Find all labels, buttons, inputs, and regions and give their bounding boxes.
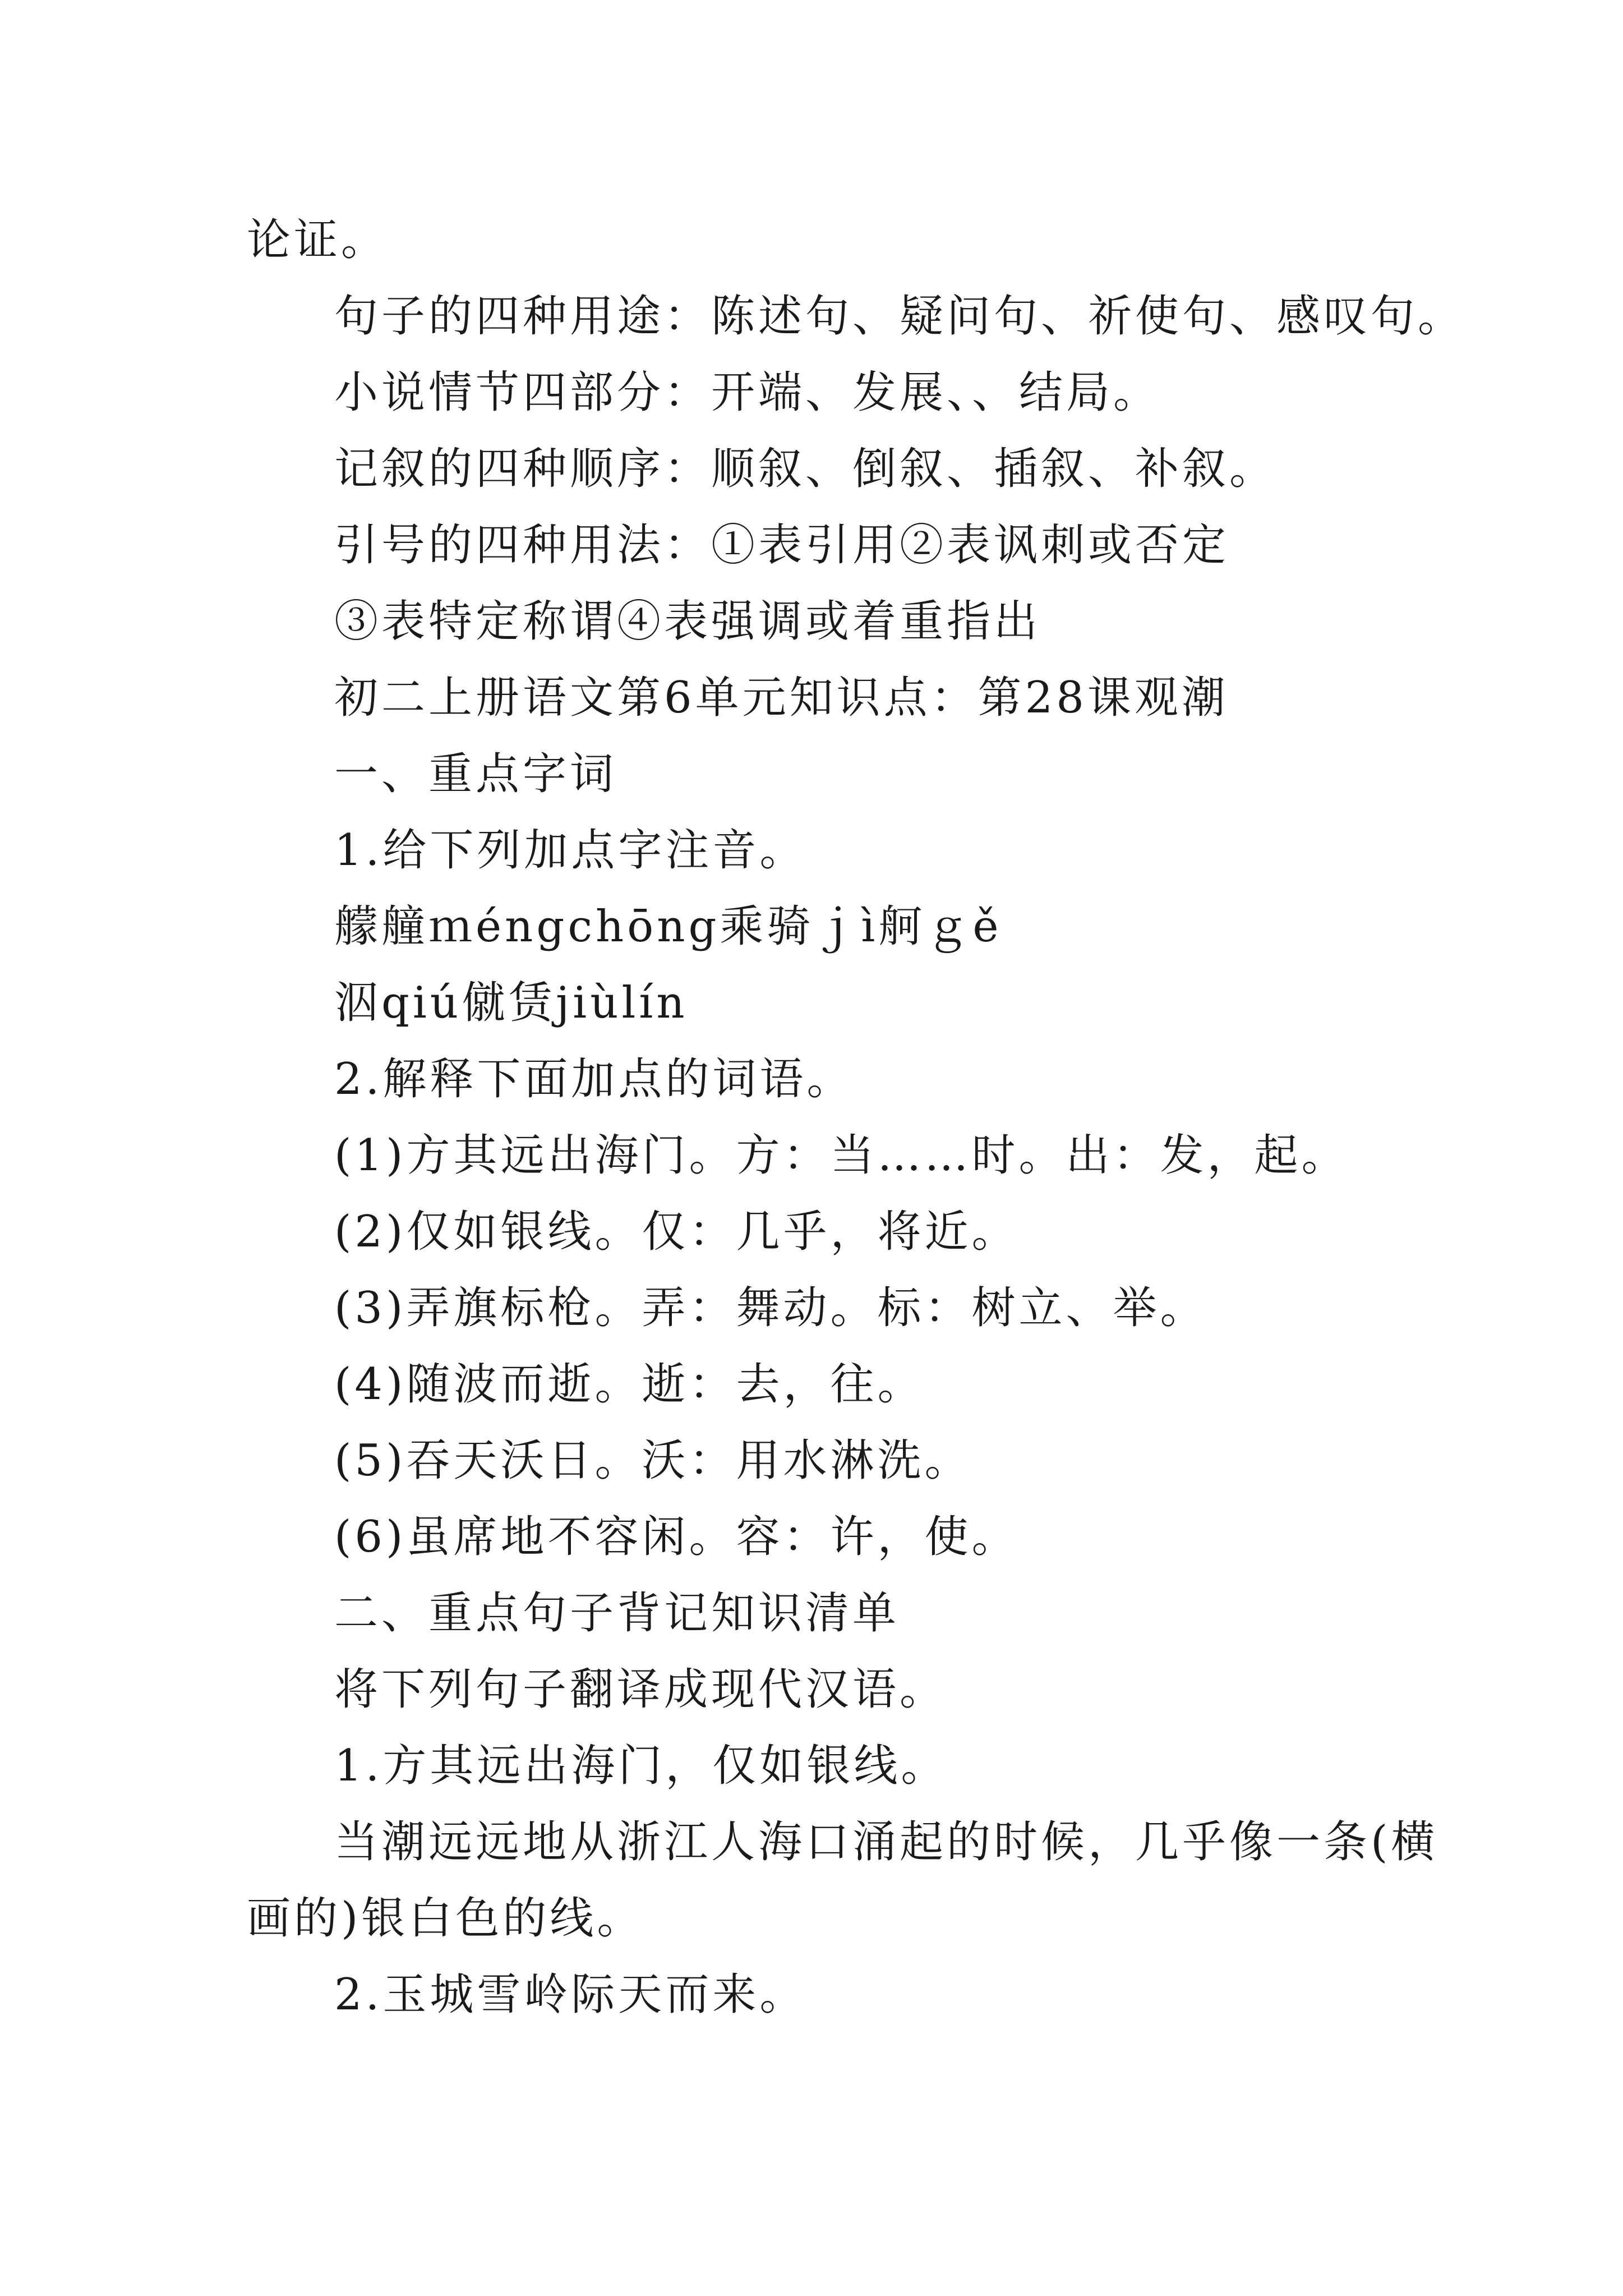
question-2-title: 2.解释下面加点的词语。 (334, 1054, 854, 1105)
pinyin-line-1: 艨艟ｍéngchōng乘骑ｊì舸ｇě (334, 901, 1002, 952)
translation-1: 当潮远远地从浙江人海口涌起的时候，几乎像一条(横 (334, 1817, 1438, 1867)
text-line-sentence-uses: 句子的四种用途：陈述句、疑问句、祈使句、感叹句。 (334, 291, 1465, 342)
heading-key-sentences: 二、重点句子背记知识清单 (334, 1588, 900, 1639)
sentence-1: 1.方其远出海门，仅如银线。 (334, 1741, 948, 1791)
text-line-quote-uses: 引号的四种用法：①表引用②表讽刺或否定 (334, 520, 1230, 570)
explain-item-3: (3)弄旗标枪。弄：舞动。标：树立、举。 (334, 1283, 1207, 1333)
sentence-2: 2.玉城雪岭际天而来。 (334, 1970, 807, 2020)
translate-instruction: 将下列句子翻译成现代汉语。 (334, 1664, 947, 1715)
text-line-continuation: 论证。 (247, 215, 389, 265)
pinyin-line-2: 泅qiú僦赁jiùlín (334, 978, 688, 1028)
explain-item-5: (5)吞天沃日。沃：用水淋洗。 (334, 1435, 972, 1486)
question-1-title: 1.给下列加点字注音。 (334, 825, 807, 876)
explain-item-1: (1)方其远出海门。方：当……时。出：发，起。 (334, 1130, 1349, 1181)
heading-key-words: 一、重点字词 (334, 749, 617, 799)
explain-item-4: (4)随波而逝。逝：去，往。 (334, 1359, 925, 1410)
translation-1-cont: 画的)银白色的线。 (247, 1893, 644, 1944)
section-heading-unit6: 初二上册语文第6单元知识点：第28课观潮 (334, 673, 1229, 723)
text-line-quote-uses-cont: ③表特定称谓④表强调或着重指出 (334, 596, 1041, 647)
text-line-plot-parts: 小说情节四部分：开端、发展、、结局。 (334, 367, 1161, 418)
explain-item-2: (2)仅如银线。仅：几乎，将近。 (334, 1207, 1019, 1257)
text-line-narrative-order: 记叙的四种顺序：顺叙、倒叙、插叙、补叙。 (334, 444, 1277, 494)
explain-item-6: (6)虽席地不容闲。容：许，使。 (334, 1512, 1019, 1562)
